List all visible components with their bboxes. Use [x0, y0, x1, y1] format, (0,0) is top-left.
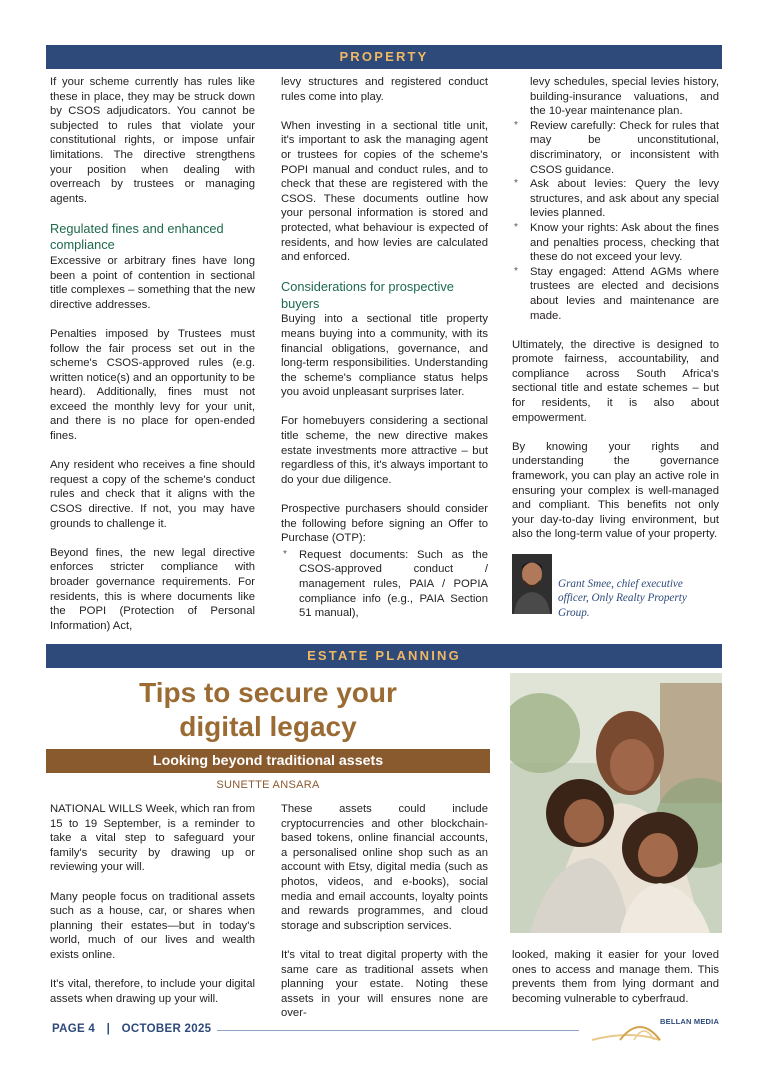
person-portrait-icon — [512, 554, 552, 614]
list-item: * Review carefully: Check for rules that may be unconstitutional, discriminatory, or inconsistent with CSOS guidance. — [512, 119, 719, 177]
paragraph: It's vital, therefore, to include your digital assets when drawing up your will. — [50, 978, 255, 1005]
paragraph: Buying into a sectional title property means buying into a community, with its financial obligations, governance, and long-term responsibilities. Understanding the scheme's compliance status helps you avoid unpleasant surprises later. — [281, 313, 488, 399]
issue-date: OCTOBER 2025 — [121, 1023, 212, 1035]
property-section-banner: PROPERTY — [46, 45, 722, 69]
list-item: * Ask about levies: Query the levy structures, and ask about any special levies planned. — [512, 177, 719, 221]
bellan-media-logo-icon — [590, 1010, 724, 1044]
continuation-text: levy schedules, special levies history, building-insurance valuations, and the 10-year maintenance plan. — [530, 76, 719, 118]
footer-divider — [217, 1030, 579, 1031]
page-number: PAGE 4 — [52, 1023, 96, 1035]
paragraph: Any resident who receives a fine should request a copy of the scheme's conduct rules and check that it aligns with the CSOS directive. If not, you may have grounds to challenge it. — [50, 459, 255, 530]
paragraph: Many people focus on traditional assets such as a house, car, or shares when planning their estates—but in today's world, much of our lives and wealth exists online. — [50, 890, 255, 961]
author-caption: Grant Smee, chief executive officer, Only Realty Property Group. — [558, 578, 687, 619]
list-item: * Stay engaged: Attend AGMs where trustees are elected and decisions about levies and maintenance are made. — [512, 265, 719, 323]
paragraph: Excessive or arbitrary fines have long been a point of contention in sectional title complexes – something that the new directive addresses. — [50, 254, 255, 311]
article-title — [46, 676, 490, 744]
list-item: * Request documents: Such as the CSOS-approved conduct / management rules, PAIA / POPIA compliance info (e.g., PAIA Section 51 manual), — [281, 548, 488, 621]
section-heading: Considerations for prospective buyers — [281, 279, 454, 311]
estate-column-1 — [50, 802, 255, 1006]
footer-separator: | — [106, 1023, 111, 1035]
logo-text: BELLAN MEDIA — [660, 1017, 720, 1026]
title-line-2: digital legacy — [179, 711, 357, 742]
paragraph: Ultimately, the directive is designed to promote fairness, accountability, and compliance across South Africa's sectional title and estate schemes – but for residents, it is also about empowerment. — [512, 338, 719, 424]
paragraph: Beyond fines, the new legal directive enforces stricter compliance with broader governance requirements. For residents, this is where documents like the POPI (Protection of Personal Information) Act, — [50, 546, 255, 632]
paragraph: Penalties imposed by Trustees must follow the fair process set out in the scheme's CSOS-approved rules (e.g. written notice(s) and an opportunity to be heard). Additionally, fines must not exceed the monthly levy for your unit, and there is no place for open-ended fines. — [50, 327, 255, 443]
list-item-continuation — [512, 75, 719, 119]
paragraph: Prospective purchasers should consider the following before signing an Offer to Purchase (OTP): — [281, 503, 488, 545]
paragraph: NATIONAL WILLS Week, which ran from 15 to 19 September, is a reminder to take a vital step to safeguard your family's security by drawing up or reviewing your will. — [50, 803, 255, 874]
buyer-checklist-continued — [512, 75, 719, 323]
property-column-1 — [50, 75, 255, 633]
paragraph: looked, making it easier for your loved ones to access and manage them. This prevents them from lying dormant and becoming vulnerable to cyberfraud. — [512, 949, 719, 1005]
paragraph: By knowing your rights and understanding the governance framework, you can play an active role in ensuring your complex is well-managed and compliant. This benefits not only your day-to-day living environment, but also the long-term value of your property. — [512, 440, 719, 541]
paragraph: levy structures and registered conduct rules come into play. — [281, 76, 488, 103]
property-column-3 — [512, 75, 719, 542]
article-subtitle: Looking beyond traditional assets — [46, 749, 490, 773]
paragraph: When investing in a sectional title unit, it's important to ask the managing agent or trustees for copies of the scheme's POPI manual and conduct rules, and to check that these are registered with the CSOS. These documents outline how your personal information is stored and protected, what behaviour is expected of residents, and how levies are calculated and enforced. — [281, 119, 488, 264]
estate-planning-section-banner: ESTATE PLANNING — [46, 644, 722, 668]
author-portrait-photo — [512, 554, 552, 614]
paragraph: For homebuyers considering a sectional title scheme, the new directive makes estate investments more attractive – but regardless of this, it's always important to do your due diligence. — [281, 415, 488, 486]
list-item: * Know your rights: Ask about the fines and penalties process, checking that these do not exceed your levy. — [512, 221, 719, 265]
title-line-1: Tips to secure your — [139, 677, 397, 708]
publisher-logo — [590, 1010, 724, 1044]
buyer-checklist — [281, 548, 488, 621]
article-byline: SUNETTE ANSARA — [216, 779, 320, 791]
paragraph: If your scheme currently has rules like these in place, they may be struck down by CSOS adjudicators. You cannot be subjected to rules that violate your constitutional rights, or impose unfair limitations. The directive strengthens your position when dealing with overreach by trustees or managing agents. — [50, 76, 255, 205]
family-hug-photo — [510, 673, 722, 933]
paragraph: These assets could include cryptocurrencies and other blockchain-based tokens, online financial accounts, a personalised online shop such as an account with Etsy, digital media (such as photos, videos, and e-books), social media and email accounts, loyalty points and rewards programmes, and cloud storage and subscription services. — [281, 803, 488, 932]
estate-column-2 — [281, 802, 488, 1021]
section-heading: Regulated fines and enhanced compliance — [50, 220, 224, 253]
family-embrace-icon — [510, 673, 722, 933]
property-column-2 — [281, 75, 488, 621]
paragraph: It's vital to treat digital property with the same care as traditional assets when planning your estate. Noting these assets in your will ensures none are over- — [281, 948, 488, 1020]
page-footer — [52, 1023, 211, 1035]
estate-column-3 — [512, 948, 719, 1006]
